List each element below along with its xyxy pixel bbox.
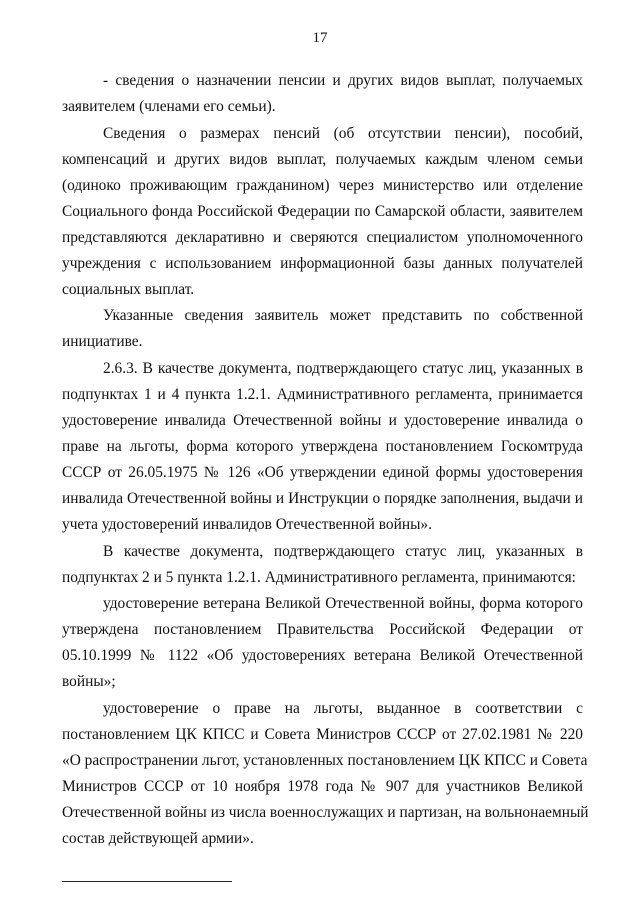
text-line: удостоверение инвалида Отечественной войны и удостоверение инвалида о <box>62 412 583 429</box>
text-line: Указанные сведения заявитель может представить по собственной <box>103 307 583 324</box>
footnote-separator <box>62 881 232 882</box>
text-line: инвалида Отечественной войны и Инструкции о порядке заполнения, выдачи и <box>62 490 583 507</box>
page-number: 17 <box>312 30 328 46</box>
text-line: Министров СССР от 10 ноября 1978 года № 907 для участников Великой <box>62 778 583 795</box>
text-line: представляются декларативно и сверяются специалистом уполномоченного <box>62 229 583 246</box>
text-line: Социального фонда Российской Федерации по Самарской области, заявителем <box>62 203 583 220</box>
text-line: «О распространении льгот, установленных постановлением ЦК КПСС и Совета <box>62 752 588 769</box>
text-line: социальных выплат. <box>62 281 195 298</box>
text-line: (одиноко проживающим гражданином) через министерство или отделение <box>62 177 583 194</box>
text-line: В качестве документа, подтверждающего статус лиц, указанных в <box>103 543 583 560</box>
text-line: СССР от 26.05.1975 № 126 «Об утверждении единой формы удостоверения <box>62 464 583 481</box>
text-line: 2.6.3. В качестве документа, подтверждающего статус лиц, указанных в <box>103 360 583 377</box>
text-line: заявителем (членами его семьи). <box>62 98 276 115</box>
text-line: войны»; <box>62 673 116 690</box>
text-line: Отечественной войны из числа военнослужащих и партизан, на вольнонаемный <box>62 804 589 821</box>
text-line: учета удостоверений инвалидов Отечественной войны». <box>62 516 432 533</box>
text-line: подпунктах 2 и 5 пункта 1.2.1. Административного регламента, принимаются: <box>62 569 576 586</box>
text-line: утверждена постановлением Правительства Российской Федерации от <box>62 621 583 638</box>
text-line: удостоверение ветерана Великой Отечественной войны, форма которого <box>103 595 583 612</box>
text-line: Сведения о размерах пенсий (об отсутствии пенсии), пособий, <box>103 125 583 142</box>
text-line: учреждения с использованием информационной базы данных получателей <box>62 255 583 272</box>
text-line: удостоверение о праве на льготы, выданное в соответствии с <box>103 700 583 717</box>
text-line: постановлением ЦК КПСС и Совета Министров СССР от 27.02.1981 № 220 <box>62 726 583 743</box>
text-line: праве на льготы, форма которого утверждена постановлением Госкомтруда <box>62 438 583 455</box>
text-line: - сведения о назначении пенсии и других видов выплат, получаемых <box>103 72 583 89</box>
text-line: 05.10.1999 № 1122 «Об удостоверениях ветерана Великой Отечественной <box>62 647 583 664</box>
text-line: подпунктах 1 и 4 пункта 1.2.1. Административного регламента, принимается <box>62 386 583 403</box>
text-line: состав действующей армии». <box>62 830 254 847</box>
text-line: инициативе. <box>62 333 143 350</box>
text-line: компенсаций и других видов выплат, получаемых каждым членом семьи <box>62 151 583 168</box>
